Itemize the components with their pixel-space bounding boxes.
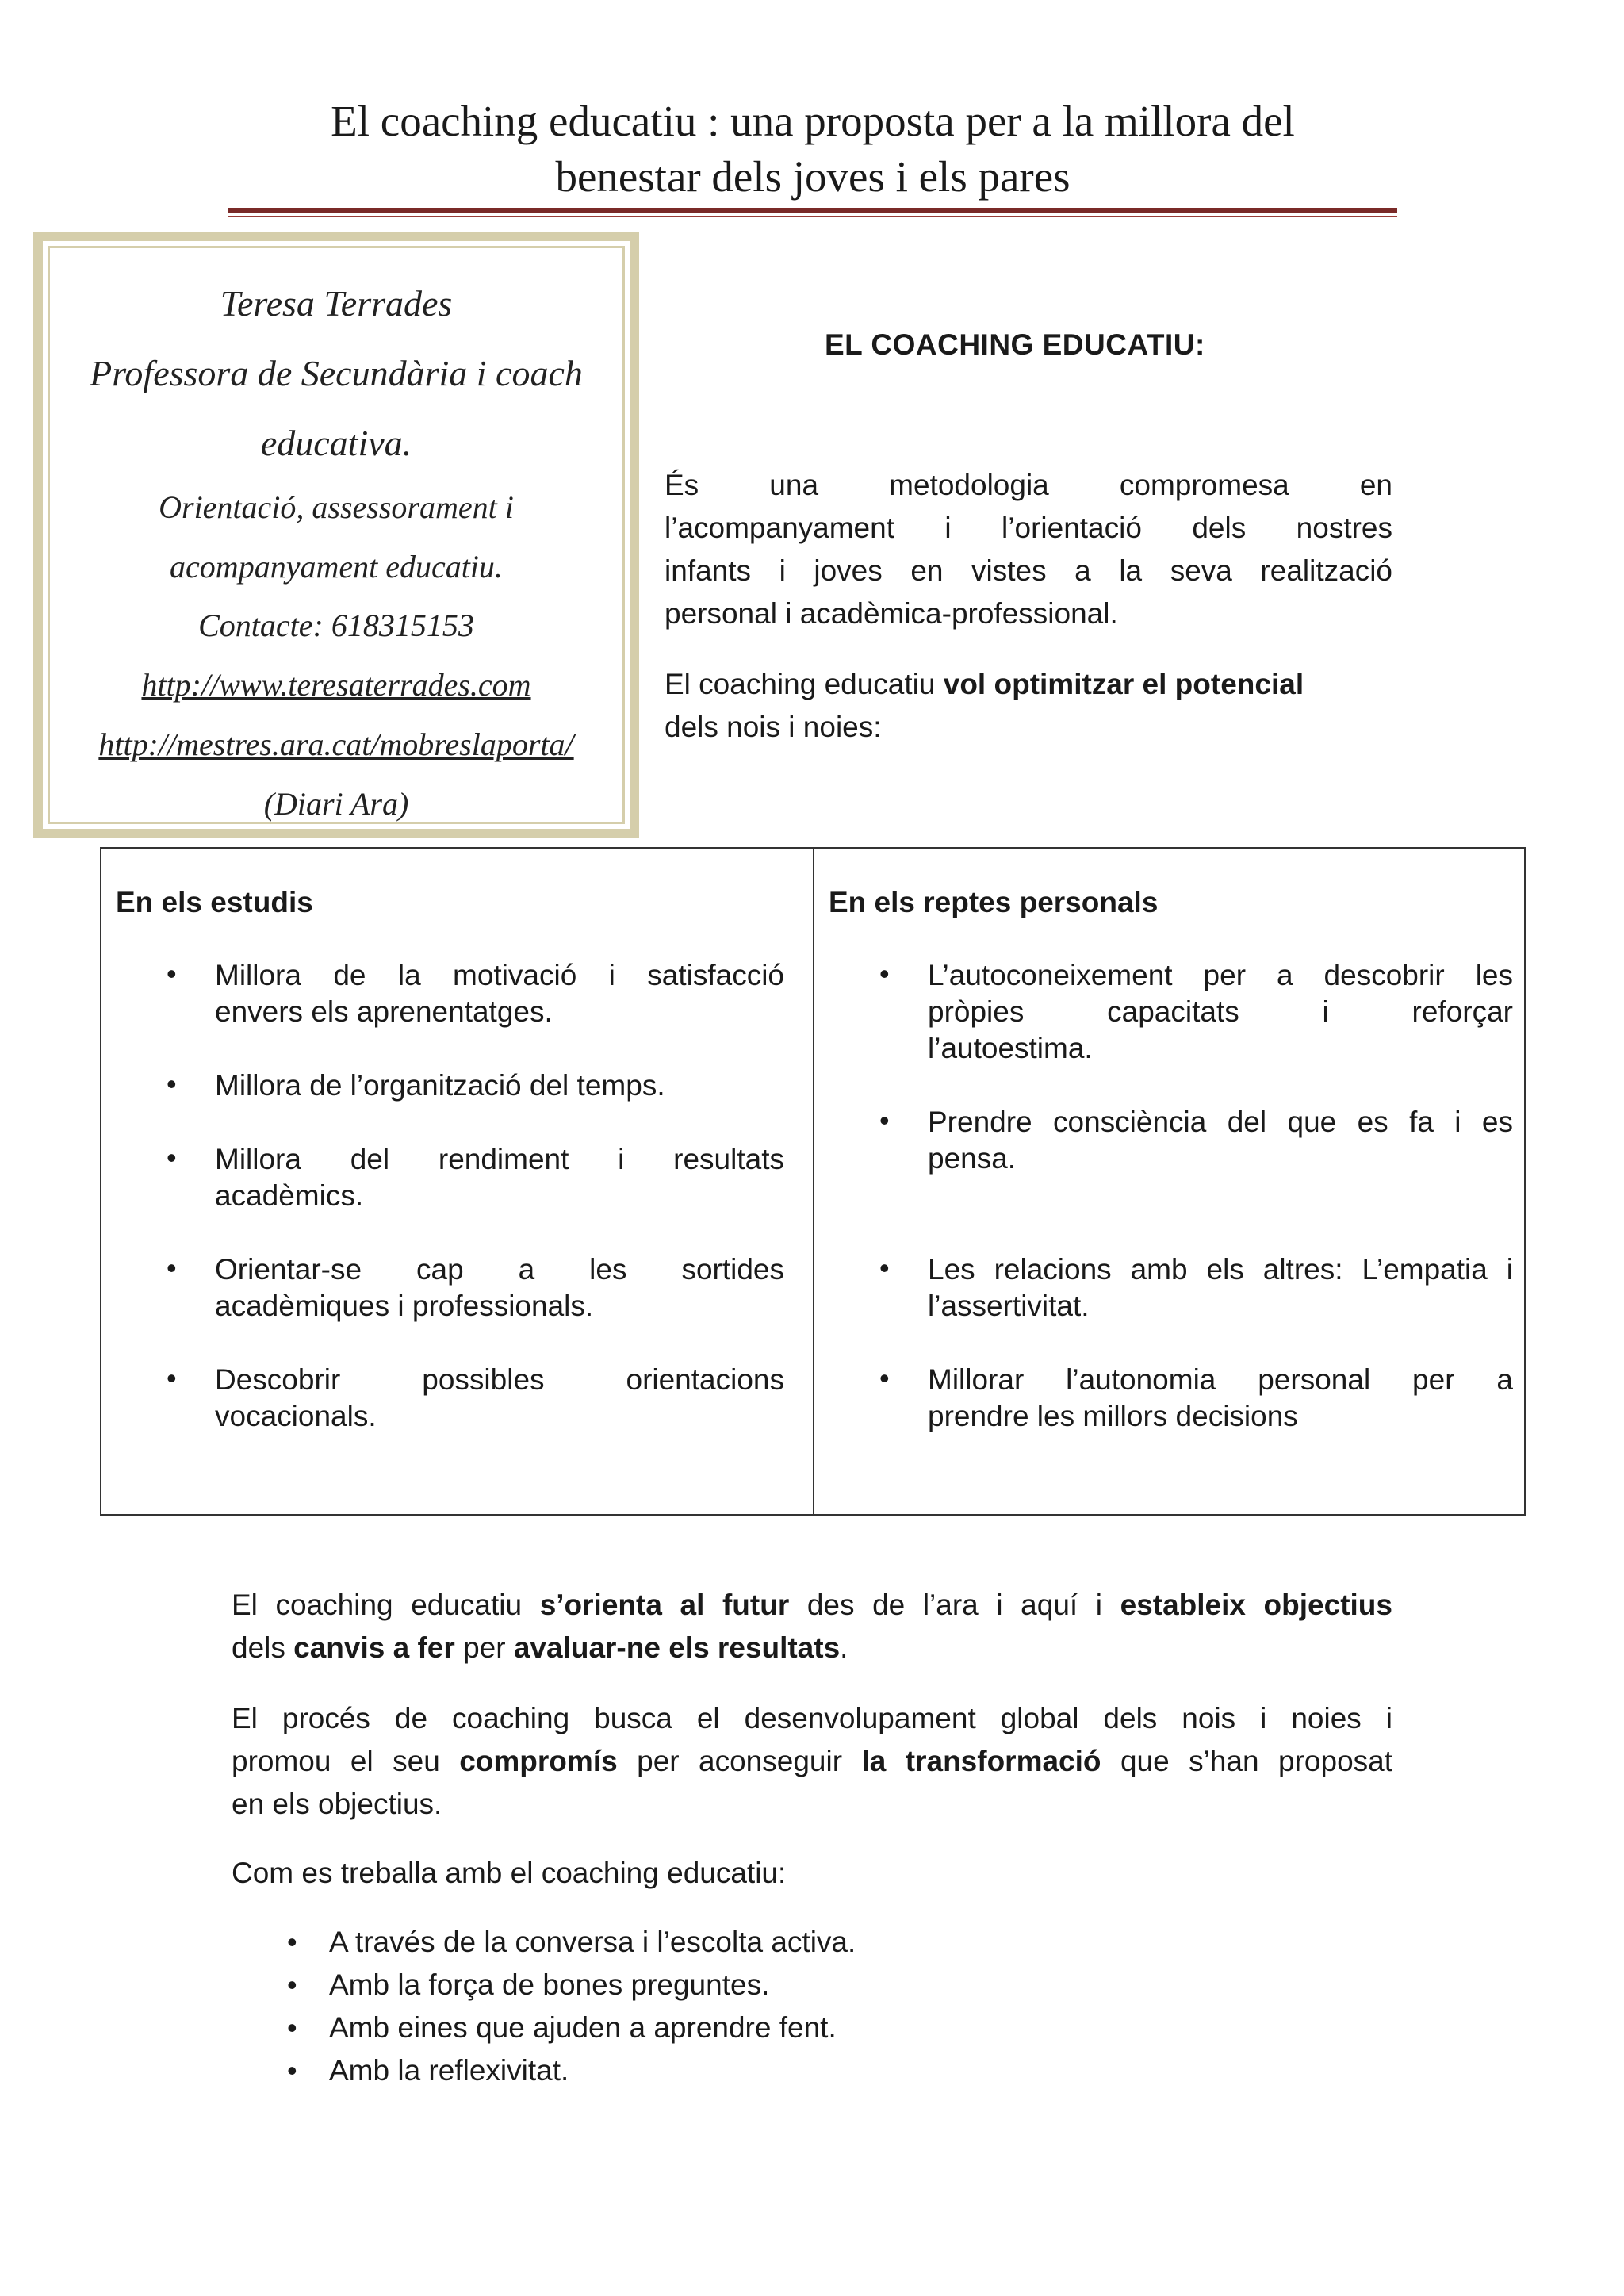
personal-item-line: pensa. [928, 1142, 1017, 1175]
personal-header: En els reptes personals [829, 886, 1159, 918]
intro-paragraph [665, 464, 1392, 635]
bullet-icon: • [879, 1104, 890, 1137]
author-services-line-1: Orientació, assessorament i [159, 489, 514, 525]
lower-text: per aconseguir [617, 1745, 862, 1777]
author-name: Teresa Terrades [220, 283, 453, 324]
lower-p2-line: en els objectius. [232, 1788, 442, 1820]
lower-text: des de l’ara i aquí i [789, 1589, 1120, 1621]
method-item: A través de la conversa i l’escolta activa. [329, 1926, 856, 1958]
personal-item [928, 1251, 1513, 1324]
lower-bold: avaluar-ne els resultats [513, 1631, 841, 1664]
author-box [33, 232, 639, 838]
studies-column [101, 848, 814, 1515]
personal-item [928, 1362, 1513, 1435]
personal-item-line: Les relacions amb els altres: L’empatia i [928, 1253, 1513, 1286]
bullet-icon: • [879, 1362, 890, 1394]
lower-bold: la transformació [861, 1745, 1101, 1777]
studies-item [215, 1141, 784, 1214]
author-website-link[interactable]: http://www.teresaterrades.com [141, 667, 531, 703]
personal-column [814, 848, 1525, 1515]
lower-paragraph-3: Com es treballa amb el coaching educatiu: [232, 1857, 787, 1889]
lower-paragraph-2 [232, 1697, 1392, 1826]
lower-text: promou el seu [232, 1745, 460, 1777]
studies-item-line: acadèmiques i professionals. [215, 1290, 594, 1322]
lower-text: que s’han proposat [1101, 1745, 1393, 1777]
lower-bold: s’orienta al futur [539, 1589, 790, 1621]
lower-p1-line [232, 1584, 1392, 1627]
author-services-line-2: acompanyament educatiu. [170, 549, 503, 585]
bullet-icon: • [167, 1068, 177, 1100]
lower-p2-line: El procés de coaching busca el desenvolupament global dels nois i noies i [232, 1702, 1392, 1734]
intro-line: És una metodologia compromesa en [665, 469, 1392, 501]
personal-item-line: Millorar l’autonomia personal per a [928, 1363, 1513, 1396]
method-item: Amb eines que ajuden a aprendre fent. [329, 2011, 837, 2044]
author-source: (Diari Ara) [263, 786, 409, 822]
bullet-icon: • [879, 957, 890, 990]
intro-line: infants i joves en vistes a la seva realització [665, 554, 1392, 587]
lower-text: per [454, 1631, 514, 1664]
personal-item [928, 1104, 1513, 1177]
author-blog-link[interactable]: http://mestres.ara.cat/mobreslaporta/ [98, 726, 574, 762]
studies-header: En els estudis [116, 886, 313, 918]
bullet-icon: • [167, 957, 177, 990]
lower-bold: compromís [459, 1745, 618, 1777]
personal-item-line: l’autoestima. [928, 1032, 1093, 1064]
lower-bold: canvis a fer [293, 1631, 455, 1664]
title-rule [228, 208, 1397, 213]
studies-item-line: envers els aprenentatges. [215, 995, 553, 1028]
studies-item-line: Millora de l’organització del temps. [215, 1069, 665, 1102]
personal-item [928, 957, 1513, 1067]
author-role-line-1: Professora de Secundària i coach [90, 353, 583, 393]
bullet-icon: • [287, 1968, 297, 2001]
personal-item-line: prendre les millors decisions [928, 1400, 1298, 1432]
bullet-icon: • [167, 1362, 177, 1394]
intro-paragraph-2 [665, 663, 1392, 749]
studies-item-line: Millora de la motivació i satisfacció [215, 959, 784, 991]
personal-item-line: l’assertivitat. [928, 1290, 1090, 1322]
intro-line: l’acompanyament i l’orientació dels nostres [665, 512, 1392, 544]
studies-item-line: acadèmics. [215, 1179, 364, 1212]
studies-item [215, 1362, 784, 1435]
lower-p2-line [232, 1740, 1392, 1783]
lower-text: . [840, 1631, 848, 1664]
studies-item-line: Orientar-se cap a les sortides [215, 1253, 784, 1286]
title-rule-thin [228, 216, 1397, 217]
bullet-icon: • [167, 1141, 177, 1174]
personal-item-line: pròpies capacitats i reforçar [928, 995, 1513, 1028]
method-item: Amb la reflexivitat. [329, 2054, 569, 2087]
lower-text: El coaching educatiu [232, 1589, 540, 1621]
intro-line: personal i acadèmica-professional. [665, 597, 1118, 630]
bullet-icon: • [287, 2054, 297, 2087]
studies-item-line: vocacionals. [215, 1400, 377, 1432]
author-box-inner [48, 246, 625, 824]
lower-text: dels [232, 1631, 294, 1664]
lower-paragraph-1 [232, 1584, 1392, 1669]
lower-p1-line [232, 1627, 1392, 1669]
intro-p2-bold: vol optimitzar el potencial [943, 668, 1304, 700]
studies-item [215, 957, 784, 1030]
lower-bold: estableix objectius [1120, 1589, 1392, 1621]
method-item: Amb la força de bones preguntes. [329, 1968, 770, 2001]
title-line-2: benestar dels joves i els pares [555, 152, 1071, 201]
document-title [230, 94, 1396, 205]
studies-item-line: Descobrir possibles orientacions [215, 1363, 784, 1396]
personal-item-line: Prendre consciència del que es fa i es [928, 1106, 1513, 1138]
benefits-table [100, 847, 1526, 1516]
title-line-1: El coaching educatiu : una proposta per a la millora del [331, 97, 1295, 145]
studies-item [215, 1251, 784, 1324]
bullet-icon: • [167, 1251, 177, 1284]
studies-item [215, 1068, 784, 1104]
section-heading: EL COACHING EDUCATIU: [825, 328, 1205, 361]
bullet-icon: • [287, 1926, 297, 1958]
personal-item-line: L’autoconeixement per a descobrir les [928, 959, 1513, 991]
author-contact: Contacte: 618315153 [198, 608, 474, 643]
bullet-icon: • [879, 1251, 890, 1284]
studies-item-line: Millora del rendiment i resultats [215, 1143, 784, 1175]
intro-p2-text: El coaching educatiu [665, 668, 944, 700]
author-role-line-2: educativa. [260, 423, 412, 463]
bullet-icon: • [287, 2011, 297, 2044]
intro-p2-text-2: dels nois i noies: [665, 711, 882, 743]
